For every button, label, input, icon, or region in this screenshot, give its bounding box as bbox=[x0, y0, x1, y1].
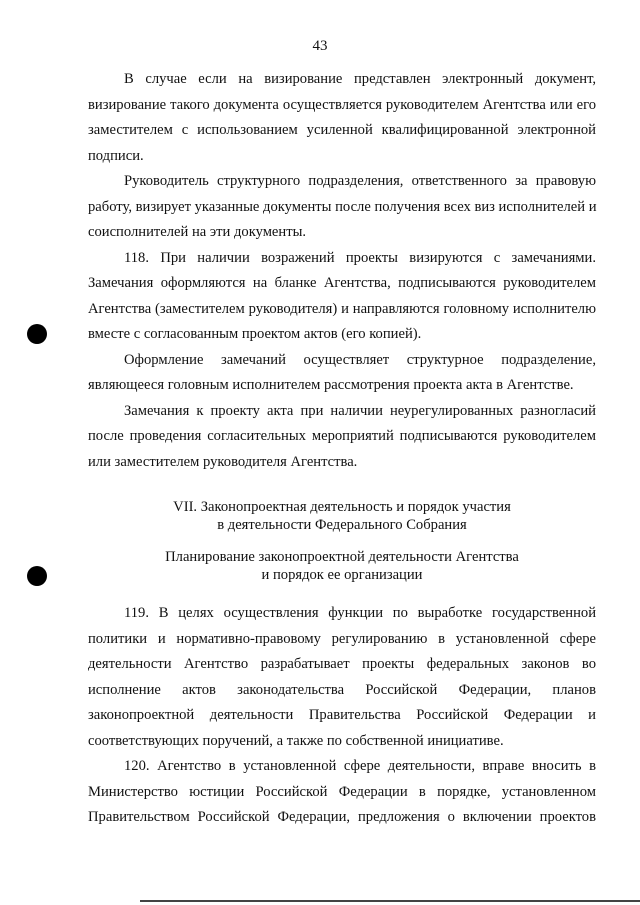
text-line: заместителем с использованием усиленной квалифицированной электронной bbox=[88, 122, 596, 138]
text-line: деятельности Агентство разрабатывает проекты федеральных законов во bbox=[88, 656, 596, 672]
text-line: Оформление замечаний осуществляет структурное подразделение, bbox=[124, 351, 596, 368]
text-line: законопроектной деятельности Правительства Российской Федерации и bbox=[88, 707, 596, 723]
text-line: 118. При наличии возражений проекты визируются с замечаниями. bbox=[124, 249, 596, 266]
text-line: соисполнителей на эти документы. bbox=[88, 224, 307, 240]
text-line: Агентства (заместителем руководителя) и направляются головному исполнителю bbox=[88, 300, 596, 317]
text-line: политики и нормативно-правовому регулированию в установленной сфере bbox=[88, 630, 596, 647]
text-line: Замечания к проекту акта при наличии неурегулированных разногласий bbox=[124, 402, 596, 419]
body-text-upper bbox=[88, 67, 596, 475]
paragraph bbox=[88, 169, 596, 246]
text-line: соответствующих поручений, а также по собственной инициативе. bbox=[88, 732, 504, 749]
page-number: 43 bbox=[312, 38, 328, 54]
paragraph bbox=[88, 246, 596, 348]
heading-line: Планирование законопроектной деятельности Агентства bbox=[165, 549, 519, 565]
text-line: 120. Агентство в установленной сфере деятельности, вправе вносить в bbox=[124, 758, 596, 774]
text-line: исполнение актов законодательства Российской Федерации, планов bbox=[88, 681, 596, 698]
text-line: В случае если на визирование представлен электронный документ, bbox=[124, 71, 596, 87]
paragraph bbox=[88, 67, 596, 169]
text-line: работу, визирует указанные документы после получения всех виз исполнителей и bbox=[88, 198, 597, 215]
chapter-heading bbox=[88, 498, 596, 534]
heading-line: в деятельности Федерального Собрания bbox=[217, 517, 467, 533]
text-line: вместе с согласованным проектом актов (его копией). bbox=[88, 326, 422, 342]
text-line: подписи. bbox=[88, 147, 144, 164]
paragraph bbox=[88, 399, 596, 476]
text-line: Министерство юстиции Российской Федерации в порядке, установленном bbox=[88, 783, 596, 800]
paragraph bbox=[88, 754, 596, 831]
text-line: Правительством Российской Федерации, предложения о включении проектов bbox=[88, 809, 596, 825]
text-line: Замечания оформляются на бланке Агентства, подписываются руководителем bbox=[88, 275, 596, 291]
text-line: или заместителем руководителя Агентства. bbox=[88, 453, 358, 470]
punch-hole-top bbox=[27, 324, 47, 344]
body-text-lower bbox=[88, 601, 596, 831]
punch-hole-bottom bbox=[27, 566, 47, 586]
heading-line: VII. Законопроектная деятельность и порядок участия bbox=[173, 499, 511, 515]
paragraph bbox=[88, 601, 596, 754]
text-line: являющееся головным исполнителем рассмотрения проекта акта в Агентстве. bbox=[88, 377, 574, 393]
text-line: после проведения согласительных мероприятий подписываются руководителем bbox=[88, 428, 596, 444]
paragraph bbox=[88, 348, 596, 399]
text-line: Руководитель структурного подразделения, ответственного за правовую bbox=[124, 173, 596, 189]
text-line: визирование такого документа осуществляется руководителем Агентства или его bbox=[88, 96, 596, 113]
scan-edge-line bbox=[140, 900, 640, 902]
section-heading bbox=[88, 548, 596, 584]
heading-line: и порядок ее организации bbox=[261, 567, 423, 583]
text-line: 119. В целях осуществления функции по выработке государственной bbox=[124, 605, 596, 621]
